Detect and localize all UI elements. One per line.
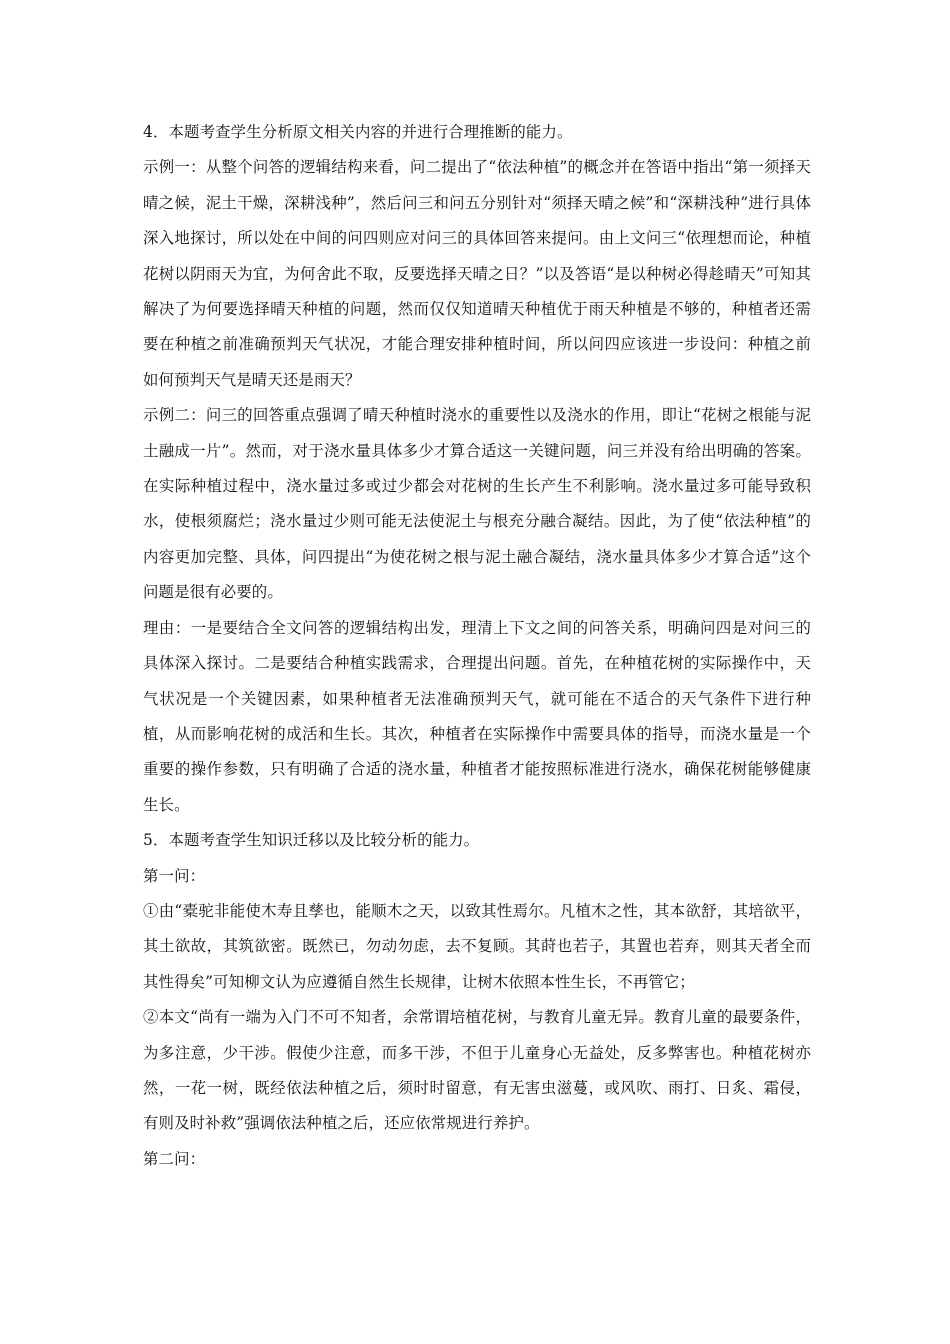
point-two-paragraph: ②本文“尚有一端为入门不可不知者，余常谓培植花树，与教育儿童无异。教育儿童的最要条件，为多注意，少干涉。假使少注意，而多干涉，不但于儿童身心无益处，反多弊害也。种植花树亦然，一花一树，既经依法种植之后，须时时留意，有无害虫滋蔓，或风吹、雨打、日炙、霜侵，有则及时补救”强调依法种植之后，还应依常规进行养护。 [143,1008,811,1133]
document-body [143,115,811,1177]
point-one-paragraph: ①由“橐驼非能使木寿且孳也，能顺木之天，以致其性焉尔。凡植木之性，其本欲舒，其培欲平，其土欲故，其筑欲密。既然已，勿动勿虑，去不复顾。其莳也若子，其置也若弃，则其天者全而其性得矣”可知柳文认为应遵循自然生长规律，让树木依照本性生长，不再管它； [143,901,811,991]
question-5-intro: 5．本题考查学生知识迁移以及比较分析的能力。 [143,831,480,850]
example-two-paragraph: 示例二：问三的回答重点强调了晴天种植时浇水的重要性以及浇水的作用，即让“花树之根能与泥土融成一片”。然而，对于浇水量具体多少才算合适这一关键问题，问三并没有给出明确的答案。在实际种植过程中，浇水量过多或过少都会对花树的生长产生不利影响。浇水量过多可能导致积水，使根须腐烂；浇水量过少则可能无法使泥土与根充分融合凝结。因此，为了使“依法种植”的内容更加完整、具体，问四提出“为使花树之根与泥土融合凝结，浇水量具体多少才算合适”这个问题是很有必要的。 [143,406,811,602]
example-one-paragraph: 示例一：从整个问答的逻辑结构来看，问二提出了“依法种植”的概念并在答语中指出“第一须择天晴之候，泥土干燥，深耕浅种”，然后问三和问五分别针对“须择天晴之候”和“深耕浅种”进行具体深入地探讨，所以处在中间的问四则应对问三的具体回答来提问。由上文问三“依理想而论，种植花树以阴雨天为宜，为何舍此不取，反要选择天晴之日？”以及答语“是以种树必得趁晴天”可知其解决了为何要选择晴天种植的问题，然而仅仅知道晴天种植优于雨天种植是不够的，种植者还需要在种植之前准确预判天气状况，才能合理安排种植时间，所以问四应该进一步设问：种植之前如何预判天气是晴天还是雨天？ [143,158,811,389]
second-question-heading: 第二问： [143,1149,206,1168]
reason-paragraph: 理由：一是要结合全文问答的逻辑结构出发，理清上下文之间的问答关系，明确问四是对问三的具体深入探讨。二是要结合种植实践需求，合理提出问题。首先，在种植花树的实际操作中，天气状况是一个关键因素，如果种植者无法准确预判天气，就可能在不适合的天气条件下进行种植，从而影响花树的成活和生长。其次，种植者在实际操作中需要具体的指导，而浇水量是一个重要的操作参数，只有明确了合适的浇水量，种植者才能按照标准进行浇水，确保花树能够健康生长。 [143,618,811,814]
question-4-intro: 4．本题考查学生分析原文相关内容的并进行合理推断的能力。 [143,123,573,141]
first-question-heading: 第一问： [143,866,206,885]
